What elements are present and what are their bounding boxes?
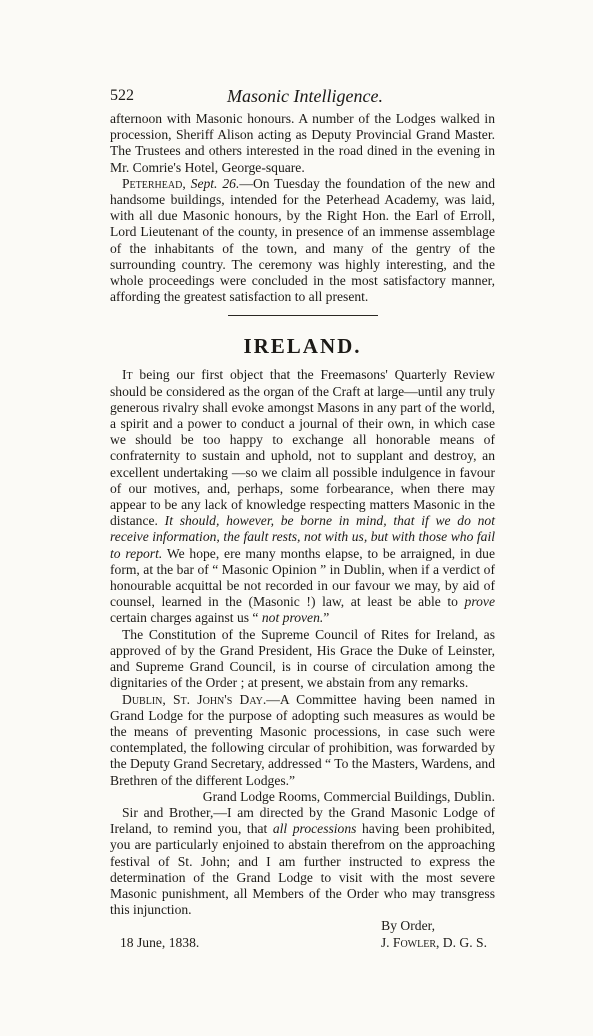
paragraph-review-italic-1: It should, however, be borne in mind, that if we do not receive information, the fault rests, not with us, but with those who fail to report. [110,513,495,561]
address-line: Grand Lodge Rooms, Commercial Buildings, Dublin. [202,788,495,804]
paragraph-dublin-text: —A Committee having been named in Grand Lodge for the purpose of adopting such measures as would be the means of preventing Masonic processions, in case such were contemplated, the following circular of prohibition, was forwarded by the Deputy Grand Secretary, addressed “ To the Masters, Wardens, and Brethren of the different Lodges.” [110,691,495,788]
by-order: By Order, [381,918,435,934]
page-body [110,111,495,951]
date-sept-26: Sept. 26. [190,175,240,191]
section-title-ireland: IRELAND. [243,334,362,359]
running-header [110,88,500,108]
paragraph-review-text-1: being our first object that the Freemasons' Quarterly Review should be considered as the organ of the Craft at large—until any truly generous rivalry shall evoke amongst Masons in any part of the world, a spirit and a power to conduct a journal of their own, in which case we should be too happy to exchange all honorable means of confraternity to sustain and uphold, not to supplant and destroy, an excellent undertaking —so we claim all possible indulgence in favour of our motives, and, perhaps, some forbearance, when there may appear to be any lack of knowledge respecting matters Masonic in the distance. [110,367,495,529]
place-peterhead: Peterhead [122,175,183,191]
paragraph-review-text-3: certain charges against us “ [110,610,262,626]
paragraph-comrie-hotel: afternoon with Masonic honours. A number of the Lodges walked in procession, Sheriff Alison acting as Deputy Provincial Grand Master. The Trustees and others interested in the road dined in the evening in Mr. Comrie's Hotel, George-square. [110,111,495,175]
place-dublin: Dublin, St. John's Day. [122,691,267,707]
paragraph-dublin [110,692,495,789]
paragraph-review-text-2: We hope, ere many months elapse, to be arraigned, in due form, at the bar of “ Masonic Opinion ” in Dublin, when if a verdict of honourable acquittal be not recorded in our favour we may, by aid of counsel, learned in the (Masonic !) law, at least be able to [110,545,495,610]
paragraph-peterhead: Peterhead, Sept. 26.—On Tuesday the foundation of the new and handsome buildings, intended for the Peterhead Academy, was laid, with all due Masonic honours, by the Right Hon. the Earl of Erroll, Lord Lieutenant of the county, in presence of an immense assemblage of the inhabitants of the town, and many of the gentry of the surrounding country. The ceremony was highly interesting, and the whole proceedings were concluded in the most satisfactory manner, affording the greatest satisfaction to all present. [110,175,495,305]
lead-word: It [122,367,133,383]
page-number: 522 [110,87,134,104]
paragraph-review [110,367,495,626]
closing-date: 18 June, 1838. [120,934,200,950]
signature: J. Fowler, D. G. S. [380,934,487,950]
paragraph-circular [110,805,495,918]
paragraph-peterhead-text: —On Tuesday the foundation of the new and handsome buildings, intended for the Peterhead Academy, was laid, with all due Masonic honours, by the Right Hon. the Earl of Erroll, Lord Lieutenant of the county, in presence of an immense assemblage of the inhabitants of the town, and many of the gentry of the surrounding country. The ceremony was highly interesting, and the whole proceedings were concluded in the most satisfactory manner, affording the greatest satisfaction to all present. [110,175,495,305]
closing-line [110,935,495,951]
paragraph-circular-text-2: having been prohibited, you are particularly enjoined to abstain therefrom on the approaching festival of St. John; and I am further instructed to express the determination of the Grand Lodge to visit with the most severe Masonic punishment, all Members of the Order who may transgress this injunction. [110,821,496,918]
paragraph-review-text-4: ” [323,610,330,626]
paragraph-circular-italic: all processions [272,821,357,837]
section-divider [228,315,378,316]
paragraph-circular-text-1: Sir and Brother,—I am directed by the Grand Masonic Lodge of Ireland, to remind you, that [110,804,495,837]
running-title: Masonic Intelligence. [227,86,383,106]
paragraph-constitution: The Constitution of the Supreme Council of Rites for Ireland, as approved of by the Grand President, His Grace the Duke of Leinster, and Supreme Grand Council, is in course of circulation among the dignitaries of the Order ; at present, we abstain from any remarks. [110,626,495,691]
paragraph-review-italic-2: prove [464,594,495,610]
paragraph-review-italic-3: not proven. [261,610,324,626]
